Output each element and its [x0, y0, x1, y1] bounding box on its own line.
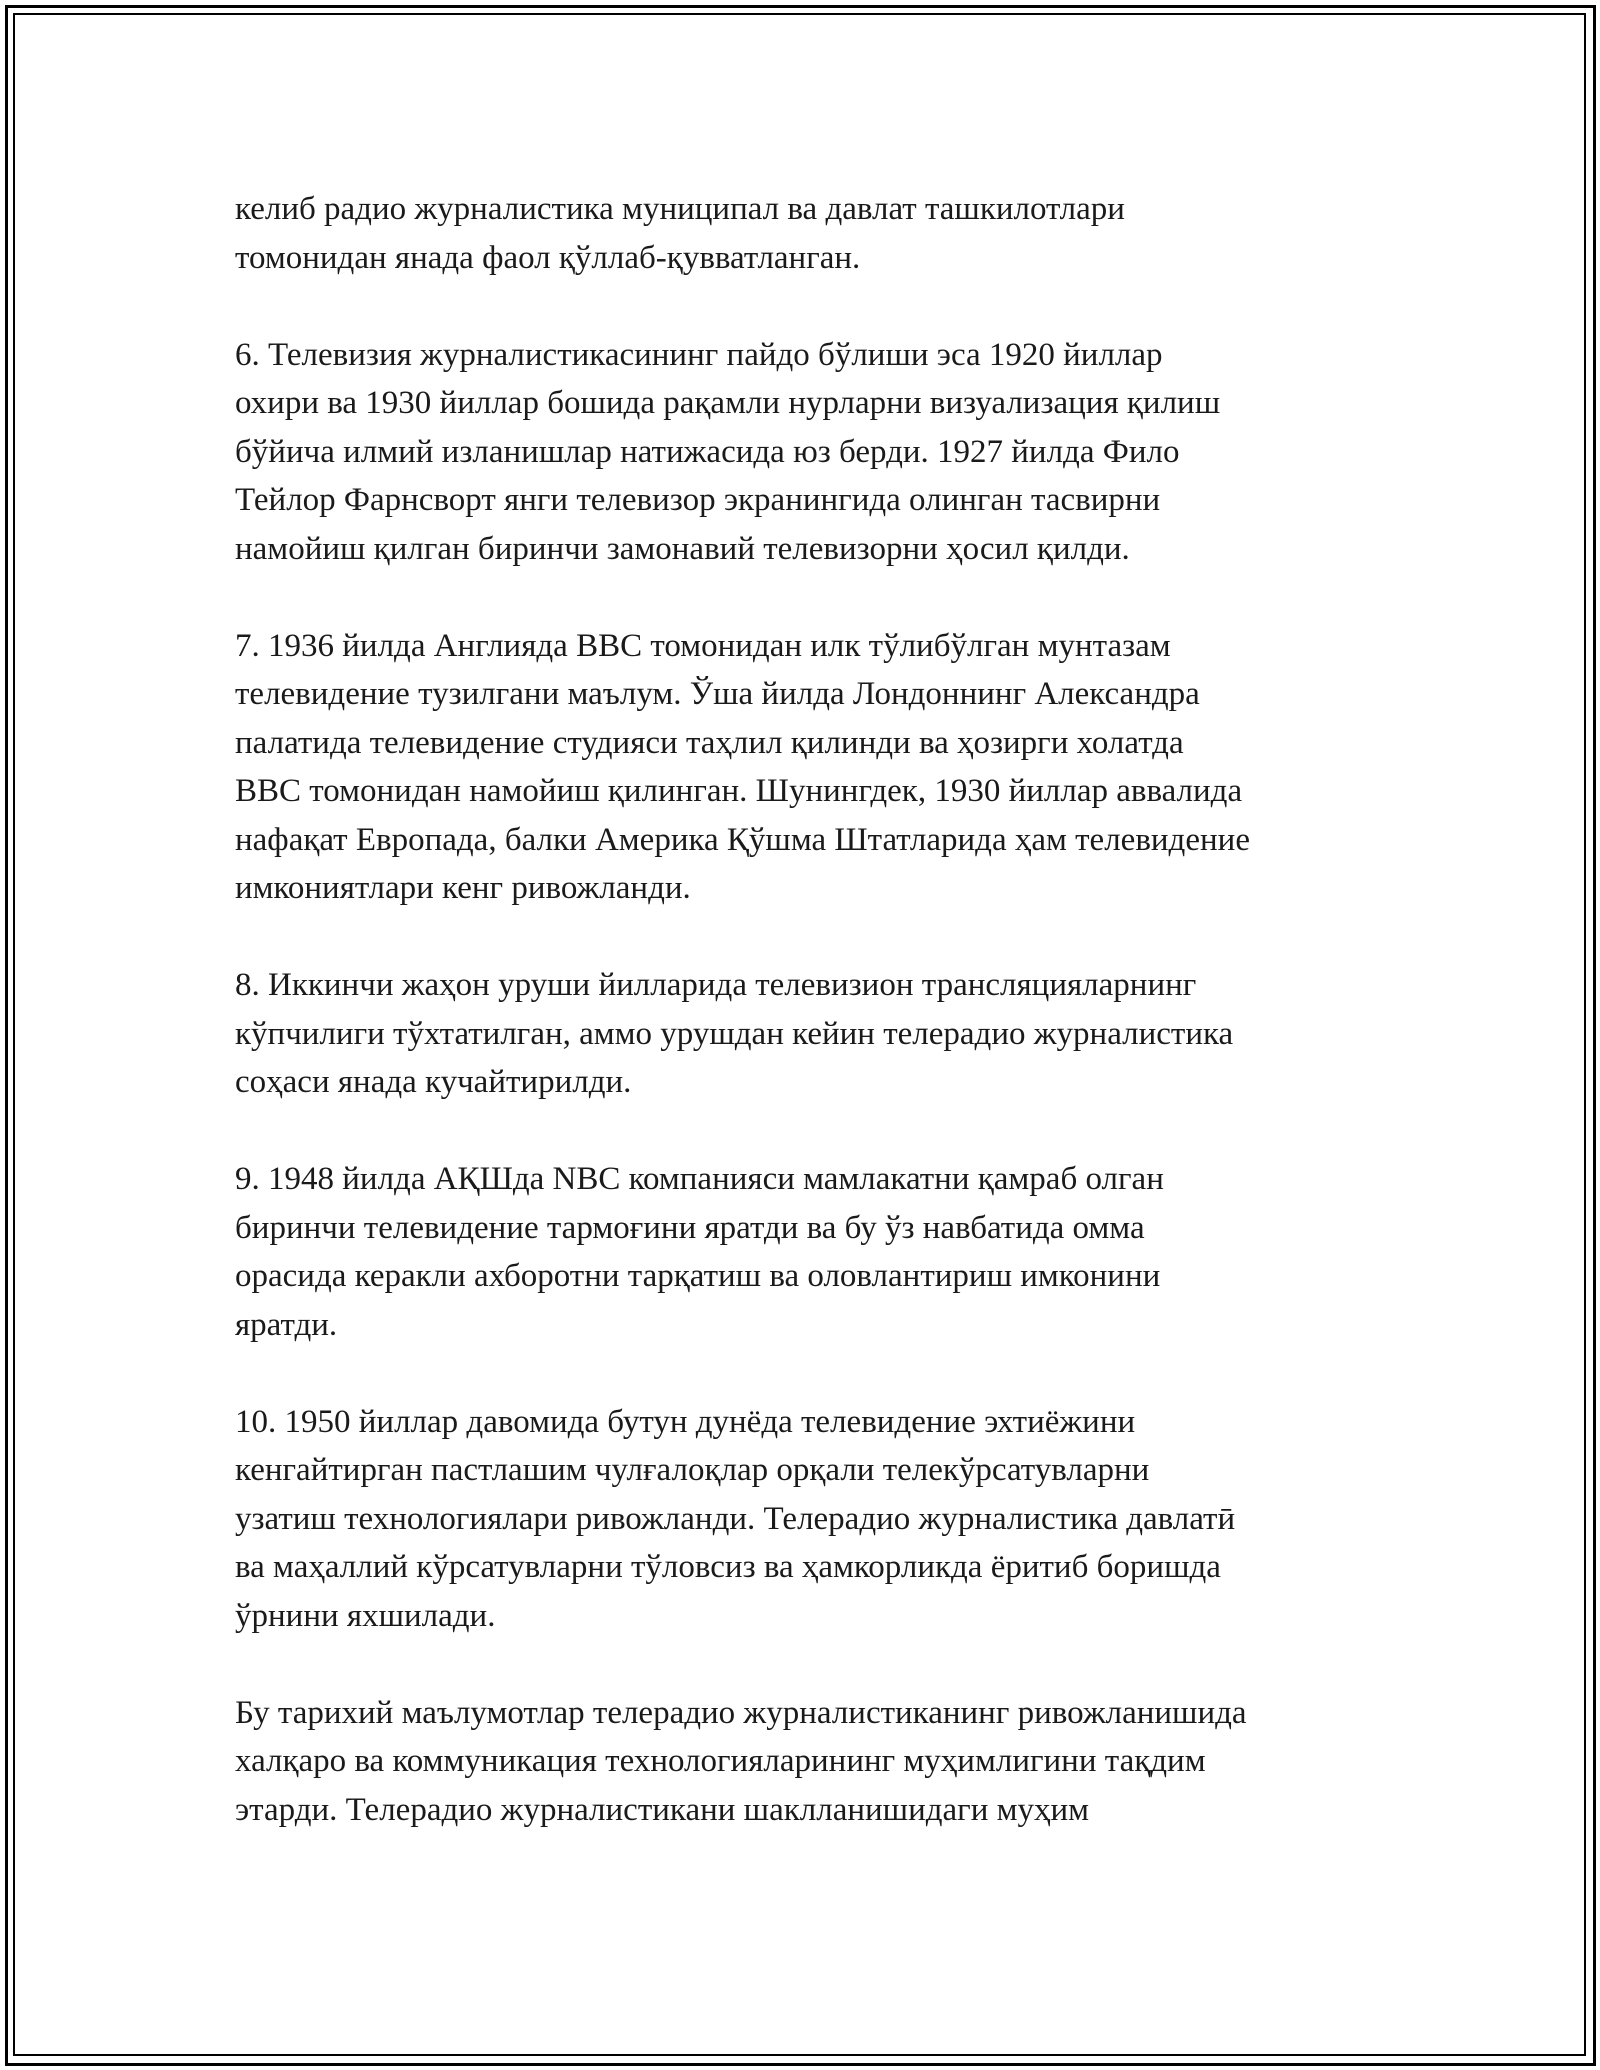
- text-line: халқаро ва коммуникация технологияларининг муҳимлигини тақдим: [235, 1743, 1206, 1779]
- text-line: этарди. Телерадио журналистикани шаклланишидаги муҳим: [235, 1791, 1090, 1828]
- text-line: намойиш қилган биринчи замонавий телевизорни ҳосил қилди.: [235, 530, 1130, 567]
- text-line: телевидение тузилгани маълум. Ўша йилда Лондоннинг Александра: [235, 676, 1200, 712]
- text-line: соҳаси янада кучайтирилди.: [235, 1064, 632, 1100]
- text-line: биринчи телевидение тармоғини яратди ва бу ўз навбатида омма: [235, 1209, 1145, 1246]
- text-line: ва маҳаллий кўрсатувларни тўловсиз ва ҳамкорликда ёритиб боришда: [235, 1549, 1221, 1585]
- text-line: орасида керакли ахборотни тарқатиш ва оловлантириш имконини: [235, 1258, 1161, 1294]
- text-line: 7. 1936 йилда Англияда BBC томонидан илк тўлибўлган мунтазам: [235, 627, 1171, 664]
- text-line: келиб радио журналистика муниципал ва давлат ташкилотлари: [235, 191, 1125, 227]
- paragraph-item-6: [235, 331, 1415, 574]
- text-line: яратди.: [235, 1306, 338, 1343]
- paragraph-item-9: [235, 1155, 1415, 1349]
- text-line: 10. 1950 йиллар давомида бутун дунёда телевидение эхтиёжини: [235, 1403, 1136, 1440]
- text-line: имкониятлари кенг ривожланди.: [235, 870, 691, 906]
- text-line: узатиш технологиялари ривожланди. Телерадио журналистика давлатӣ: [235, 1500, 1236, 1537]
- text-line: 8. Иккинчи жаҳон уруши йилларида телевизион трансляцияларнинг: [235, 967, 1197, 1003]
- text-line: ўрнини яхшилади.: [235, 1597, 496, 1634]
- document-body: [235, 185, 1415, 1883]
- paragraph-conclusion: [235, 1689, 1415, 1835]
- text-line: палатида телевидение студияси таҳлил қилинди ва ҳозирги холатда: [235, 724, 1184, 761]
- paragraph-item-10: [235, 1398, 1415, 1641]
- text-line: бўйича илмий изланишлар натижасида юз берди. 1927 йилда Фило: [235, 433, 1180, 470]
- paragraph-item-7: [235, 622, 1415, 913]
- text-line: охири ва 1930 йиллар бошида рақамли нурларни визуализация қилиш: [235, 385, 1221, 421]
- paragraph-continuation: [235, 185, 1415, 282]
- text-line: 9. 1948 йилда АҚШда NBC компанияси мамлакатни қамраб олган: [235, 1161, 1164, 1197]
- paragraph-item-8: [235, 961, 1415, 1107]
- text-line: томонидан янада фаол қўллаб-қувватланган.: [235, 239, 861, 276]
- text-line: BBC томонидан намойиш қилинган. Шунингдек, 1930 йиллар аввалида: [235, 773, 1243, 809]
- text-line: кенгайтирган пастлашим чулғалоқлар орқали телекўрсатувларни: [235, 1452, 1150, 1488]
- text-line: 6. Телевизия журналистикасининг пайдо бўлиши эса 1920 йиллар: [235, 336, 1163, 373]
- text-line: Тейлор Фарнсворт янги телевизор экранингида олинган тасвирни: [235, 482, 1161, 518]
- text-line: Бу тарихий маълумотлар телерадио журналистиканинг ривожланишида: [235, 1694, 1247, 1731]
- text-line: кўпчилиги тўхтатилган, аммо урушдан кейин телерадио журналистика: [235, 1015, 1234, 1052]
- text-line: нафақат Европада, балки Америка Қўшма Штатларида ҳам телевидение: [235, 821, 1250, 858]
